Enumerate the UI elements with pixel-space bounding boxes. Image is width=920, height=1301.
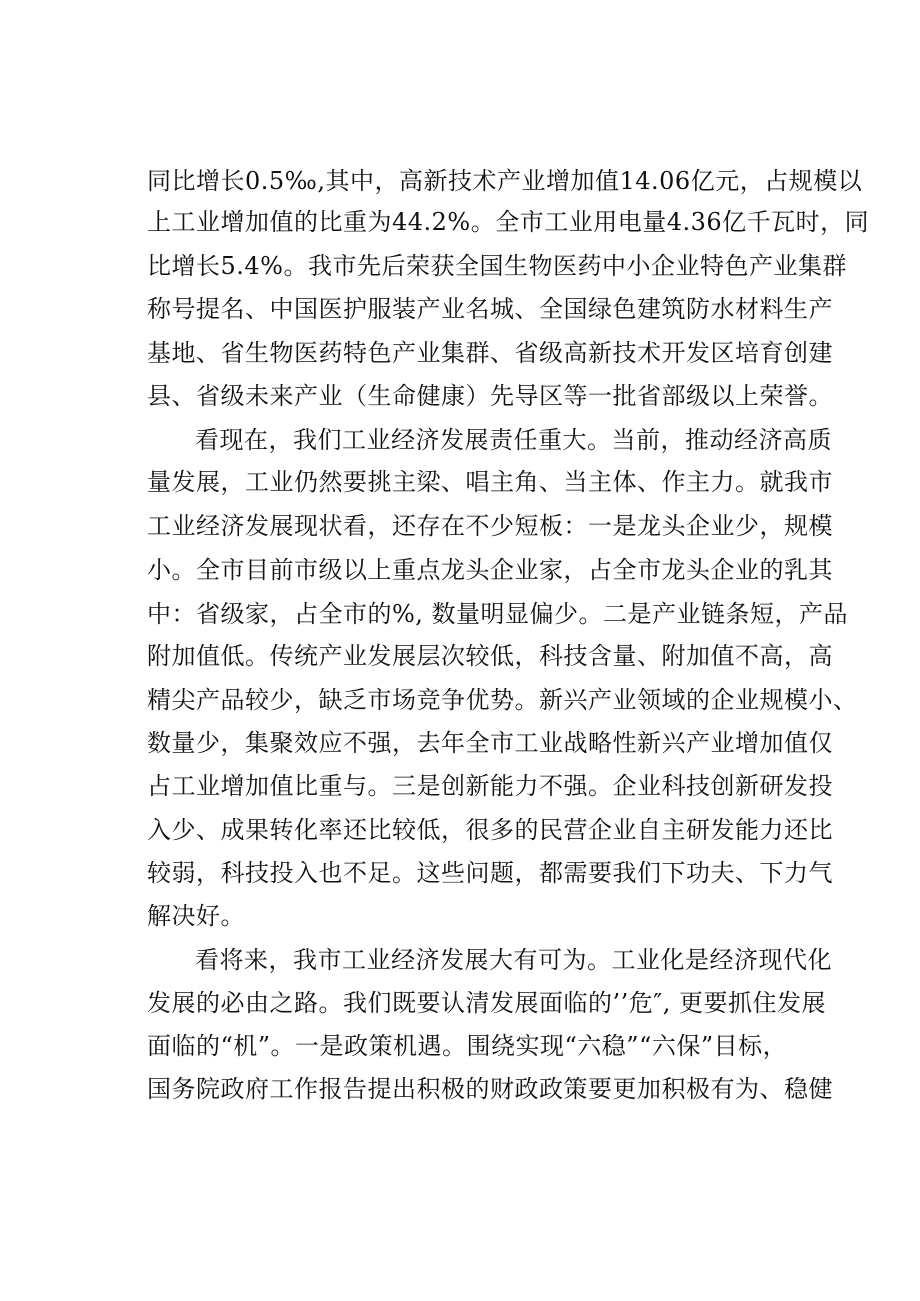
paragraph-3-line-4: 国务院政府工作报告提出积极的财政政策要更加积极有为、稳健 <box>147 1075 833 1103</box>
paragraph-2-line-12: 解决好。 <box>147 902 245 930</box>
paragraph-2-line-7: 精尖产品较少，缺乏市场竞争优势。新兴产业领域的企业规模小、 <box>147 686 858 714</box>
paragraph-1-line-2: 上工业增加值的比重为44.2%。全市工业用电量4.36亿千瓦时，同 <box>147 208 870 236</box>
paragraph-2-line-5: 中：省级家，占全市的%, 数量明显偏少。二是产业链条短，产品 <box>147 600 849 628</box>
paragraph-2-line-9: 占工业增加值比重与。三是创新能力不强。企业科技创新研发投 <box>147 772 833 800</box>
paragraph-3-line-2: 发展的必由之路。我们既要认清发展面临的’’危″, 更要抓住发展 <box>147 989 826 1017</box>
paragraph-3-line-1: 看将来，我市工业经济发展大有可为。工业化是经济现代化 <box>195 946 832 974</box>
paragraph-2-line-11: 较弱，科技投入也不足。这些问题，都需要我们下功夫、下力气 <box>147 859 833 887</box>
paragraph-1-line-4: 称号提名、中国医护服装产业名城、全国绿色建筑防水材料生产 <box>147 295 833 323</box>
paragraph-2-line-10: 入少、成果转化率还比较低，很多的民营企业自主研发能力还比 <box>147 816 833 844</box>
paragraph-2-line-4: 小。全市目前市级以上重点龙头企业家，占全市龙头企业的乳其 <box>147 556 833 584</box>
paragraph-2-line-3: 工业经济发展现状看，还存在不少短板：一是龙头企业少，规模 <box>147 512 833 540</box>
paragraph-2-line-1: 看现在，我们工业经济发展责任重大。当前，推动经济高质 <box>195 426 832 454</box>
paragraph-2-line-2: 量发展，工业仍然要挑主梁、唱主角、当主体、作主力。就我市 <box>147 468 833 496</box>
paragraph-3-line-3: 面临的“机”。一是政策机遇。围绕实现“六稳”“六保”目标， <box>147 1032 788 1060</box>
paragraph-1-line-5: 基地、省生物医药特色产业集群、省级高新技术开发区培育创建 <box>147 339 833 367</box>
paragraph-2-line-8: 数量少，集聚效应不强，去年全市工业战略性新兴产业增加值仅 <box>147 729 833 757</box>
paragraph-1-line-3: 比增长5.4%。我市先后荣获全国生物医药中小企业特色产业集群 <box>147 252 847 280</box>
paragraph-2-line-6: 附加值低。传统产业发展层次较低，科技含量、附加值不高，高 <box>147 642 833 670</box>
paragraph-1-line-1: 同比增长0.5‰,其中，高新技术产业增加值14.06亿元，占规模以 <box>147 167 863 195</box>
paragraph-1-line-6: 县、省级未来产业（生命健康）先导区等一批省部级以上荣誉。 <box>147 382 833 410</box>
